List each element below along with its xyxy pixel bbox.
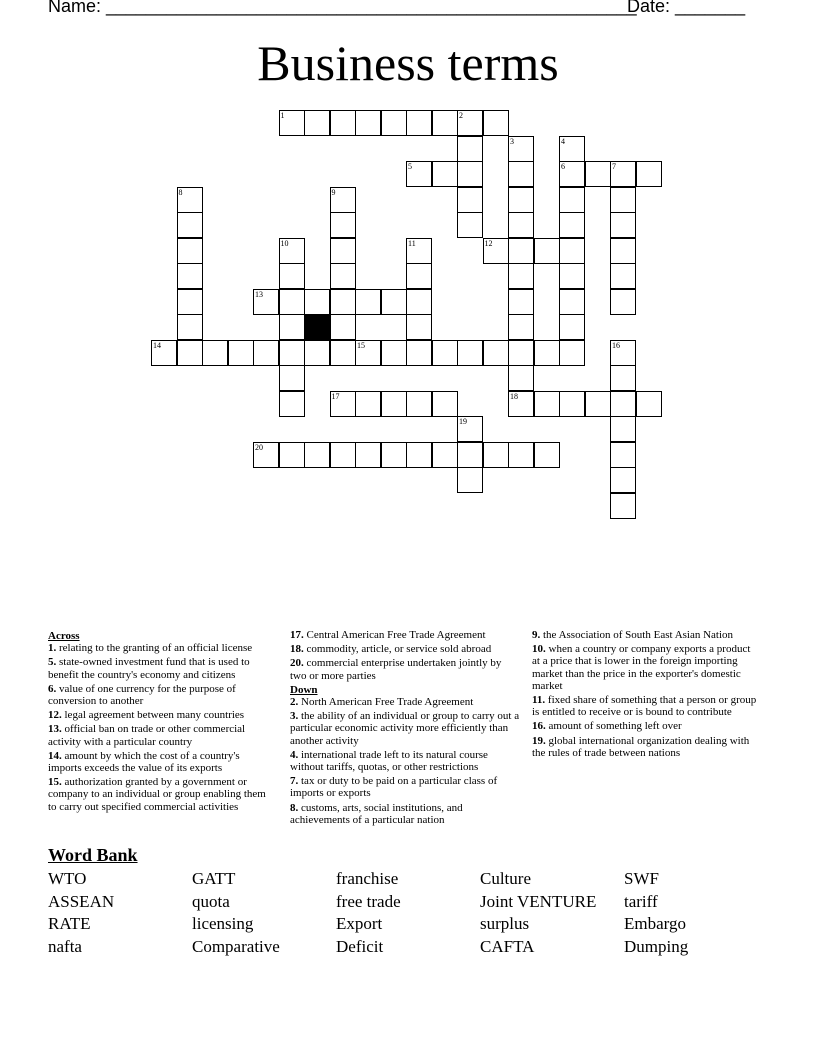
grid-cell[interactable]: [177, 187, 203, 213]
clue-number: 2: [459, 111, 463, 120]
clue-item: [290, 657, 520, 681]
grid-cell[interactable]: [432, 391, 458, 417]
grid-cell[interactable]: [508, 238, 534, 264]
grid-cell[interactable]: [381, 110, 407, 136]
grid-cell[interactable]: [457, 110, 483, 136]
grid-cell[interactable]: [610, 467, 636, 493]
clue-item-text: value of one currency for the purpose of conversion to another: [48, 682, 236, 708]
grid-cell[interactable]: [508, 187, 534, 213]
page-title: Business terms: [257, 35, 559, 91]
clue-item: [48, 723, 276, 747]
clue-item: [532, 643, 757, 692]
grid-cell[interactable]: [177, 314, 203, 340]
clue-item: [532, 629, 757, 641]
grid-cell[interactable]: [508, 136, 534, 162]
grid-cell[interactable]: [610, 289, 636, 315]
word-bank-item: WTO: [48, 869, 87, 888]
clue-number: 18: [510, 391, 518, 401]
clue-item-number: 15.: [48, 776, 62, 789]
grid-cell[interactable]: [355, 110, 381, 136]
grid-cell[interactable]: [279, 365, 305, 391]
grid-cell[interactable]: [406, 238, 432, 264]
clue-number: 6: [561, 162, 565, 171]
word-bank-item: franchise: [336, 869, 399, 888]
clue-number: 13: [255, 289, 263, 299]
grid-cell[interactable]: [610, 340, 636, 366]
clue-item-number: 10.: [532, 643, 546, 656]
clue-item-text: commodity, article, or service sold abroad: [303, 643, 492, 656]
grid-cell[interactable]: [279, 263, 305, 289]
clue-item-text: customs, arts, social institutions, and achievements of a particular nation: [290, 801, 463, 826]
grid-cell[interactable]: [457, 467, 483, 493]
grid-cell[interactable]: [228, 340, 254, 366]
clue-item: [290, 775, 520, 799]
grid-cell[interactable]: [508, 340, 534, 366]
grid-cell[interactable]: [381, 391, 407, 417]
grid-cell[interactable]: [559, 161, 585, 187]
clue-item: [290, 629, 520, 641]
clue-number: 19: [459, 417, 467, 426]
grid-cell[interactable]: [559, 391, 585, 417]
clue-number: 16: [612, 340, 620, 350]
grid-cell[interactable]: [559, 238, 585, 264]
word-bank-item: Comparative: [192, 937, 280, 957]
grid-cell[interactable]: [355, 340, 381, 366]
word-bank-item: CAFTA: [480, 937, 535, 957]
clue-item-number: 4.: [290, 748, 299, 761]
grid-cell[interactable]: [406, 314, 432, 340]
grid-cell[interactable]: [610, 416, 636, 442]
grid-cell[interactable]: [483, 442, 509, 468]
grid-cell[interactable]: [406, 442, 432, 468]
clue-item-text: commercial enterprise undertaken jointly by two or more parties: [290, 657, 502, 682]
clue-number: 15: [357, 340, 365, 350]
word-bank-item: GATT: [192, 869, 236, 888]
grid-cell[interactable]: [457, 416, 483, 442]
clue-item: [290, 696, 520, 708]
grid-cell[interactable]: [559, 340, 585, 366]
grid-cell[interactable]: [457, 212, 483, 238]
clue-number: 14: [153, 340, 161, 350]
grid-cell[interactable]: [636, 391, 662, 417]
clue-item-number: 1.: [48, 642, 57, 655]
clue-number: 9: [331, 187, 336, 197]
clue-number: 7: [612, 162, 616, 171]
grid-cell[interactable]: [279, 289, 305, 315]
clue-item: [48, 683, 276, 707]
grid-cell[interactable]: [330, 289, 356, 315]
clue-item-text: authorization granted by a government or company to an individual or group enabling them to carry out specified commercial activities: [48, 776, 266, 813]
grid-cell[interactable]: [508, 289, 534, 315]
grid-cell[interactable]: [534, 340, 560, 366]
clue-item: [290, 710, 520, 747]
date-field[interactable]: Date: _______: [627, 0, 746, 16]
grid-cell[interactable]: [610, 365, 636, 391]
word-bank-item: Deficit: [336, 937, 384, 957]
grid-cell[interactable]: [559, 187, 585, 213]
grid-cell[interactable]: [330, 314, 356, 340]
clue-item-number: 8.: [290, 801, 299, 814]
word-bank-item: nafta: [48, 937, 82, 957]
word-bank-item: quota: [192, 891, 230, 911]
grid-cell[interactable]: [508, 263, 534, 289]
grid-cell[interactable]: [610, 161, 636, 187]
clue-item: [48, 709, 276, 721]
grid-cell[interactable]: [483, 340, 509, 366]
clue-item-text: global international organization dealing with the rules of trade between nations: [532, 734, 750, 759]
clue-item: [48, 776, 276, 813]
across-heading: Across: [48, 630, 80, 642]
clue-item: [48, 656, 276, 680]
grid-cell[interactable]: [330, 391, 356, 417]
grid-cell[interactable]: [457, 187, 483, 213]
clue-item: [48, 642, 276, 654]
word-bank-item: Embargo: [624, 914, 687, 934]
grid-cell[interactable]: [355, 391, 381, 417]
clue-number: 1: [280, 111, 285, 120]
clue-item-number: 5.: [48, 656, 57, 669]
clue-item-number: 13.: [48, 723, 62, 736]
grid-cell[interactable]: [610, 238, 636, 264]
clue-number: 20: [255, 442, 263, 452]
grid-cell[interactable]: [534, 238, 560, 264]
grid-cell[interactable]: [279, 391, 305, 417]
grid-cell[interactable]: [330, 340, 356, 366]
grid-cell[interactable]: [355, 442, 381, 468]
grid-cell[interactable]: [330, 110, 356, 136]
grid-cell[interactable]: [279, 340, 305, 366]
name-field[interactable]: Name: _____________________________________________________: [48, 0, 637, 16]
grid-cell[interactable]: [304, 442, 330, 468]
grid-cell[interactable]: [457, 442, 483, 468]
grid-cell[interactable]: [330, 212, 356, 238]
grid-cell[interactable]: [559, 136, 585, 162]
grid-cell[interactable]: [508, 442, 534, 468]
clue-item-number: 16.: [532, 720, 546, 733]
grid-cell[interactable]: [432, 161, 458, 187]
clue-item-number: 17.: [290, 629, 304, 641]
clue-item-number: 6.: [48, 682, 57, 695]
grid-cell[interactable]: [279, 238, 305, 264]
grid-cell[interactable]: [610, 493, 636, 519]
clue-item: [48, 750, 276, 774]
word-bank-item: surplus: [480, 914, 530, 934]
grid-cell[interactable]: [534, 391, 560, 417]
word-bank-item: Export: [336, 914, 383, 934]
grid-cell[interactable]: [534, 442, 560, 468]
clue-item: [532, 694, 757, 718]
word-bank-item: RATE: [48, 914, 91, 934]
clue-item-text: the ability of an individual or group to carry out a particular economic activity more efficiently than another activity: [290, 710, 520, 747]
down-heading: Down: [290, 683, 318, 696]
grid-cell[interactable]: [304, 289, 330, 315]
clue-number: 11: [408, 238, 416, 248]
clue-item-number: 12.: [48, 709, 62, 722]
grid-cell[interactable]: [177, 340, 203, 366]
clue-item-number: 18.: [290, 643, 304, 656]
word-bank-item: licensing: [192, 914, 254, 934]
clues-column-3: [532, 629, 757, 761]
grid-cell[interactable]: [508, 314, 534, 340]
grid-cell[interactable]: [457, 136, 483, 162]
grid-cell[interactable]: [406, 110, 432, 136]
grid-cell[interactable]: [610, 187, 636, 213]
grid-cell[interactable]: [304, 340, 330, 366]
grid-cell[interactable]: [610, 442, 636, 468]
grid-cell[interactable]: [279, 110, 305, 136]
grid-cell[interactable]: [610, 212, 636, 238]
grid-cell[interactable]: [559, 289, 585, 315]
clue-item-number: 9.: [532, 629, 541, 641]
clue-number: 12: [484, 238, 493, 248]
grid-cell[interactable]: [202, 340, 228, 366]
grid-cell[interactable]: [508, 161, 534, 187]
grid-cell[interactable]: [177, 263, 203, 289]
word-bank-title: Word Bank: [48, 845, 138, 865]
grid-cell[interactable]: [483, 238, 509, 264]
clues-column-1: [48, 629, 276, 815]
grid-cell[interactable]: [508, 212, 534, 238]
clue-item-text: official ban on trade or other commercial activity with a particular country: [48, 723, 246, 748]
clue-item-text: the Association of South East Asian Nation: [540, 629, 734, 641]
grid-cell[interactable]: [585, 391, 611, 417]
grid-cell[interactable]: [177, 289, 203, 315]
grid-cell[interactable]: [508, 365, 534, 391]
clue-item-text: when a country or company exports a product at a price that is lower in the foreign importing market than the price in the exporter's domestic market: [532, 643, 751, 692]
grid-cell[interactable]: [253, 442, 279, 468]
clue-item: [290, 749, 520, 773]
grid-cell[interactable]: [610, 391, 636, 417]
grid-cell[interactable]: [559, 314, 585, 340]
grid-cell[interactable]: [381, 289, 407, 315]
clue-item: [532, 720, 757, 732]
grid-cell[interactable]: [406, 263, 432, 289]
clue-item-text: Central American Free Trade Agreement: [303, 629, 486, 641]
grid-cell[interactable]: [457, 340, 483, 366]
grid-cell[interactable]: [432, 442, 458, 468]
grid-cell[interactable]: [381, 340, 407, 366]
grid-cell[interactable]: [279, 314, 305, 340]
clue-item-number: 3.: [290, 710, 299, 723]
clue-item-text: North American Free Trade Agreement: [298, 696, 474, 709]
clue-item-number: 2.: [290, 696, 299, 709]
grid-cell[interactable]: [636, 161, 662, 187]
grid-cell[interactable]: [610, 263, 636, 289]
clue-item-number: 14.: [48, 749, 62, 762]
grid-cell[interactable]: [457, 161, 483, 187]
clue-item-text: state-owned investment fund that is used to benefit the country's economy and citizens: [48, 656, 250, 681]
clue-item: [532, 735, 757, 759]
clue-number: 3: [510, 136, 514, 146]
grid-cell[interactable]: [253, 340, 279, 366]
grid-cell[interactable]: [585, 161, 611, 187]
grid-cell[interactable]: [151, 340, 177, 366]
grid-cell[interactable]: [355, 289, 381, 315]
clue-item-text: international trade left to its natural course without tariffs, quotas, or other restrictions: [290, 748, 488, 774]
grid-cell[interactable]: [304, 110, 330, 136]
grid-cell[interactable]: [432, 110, 458, 136]
grid-cell[interactable]: [177, 212, 203, 238]
clues-column-2: [290, 629, 520, 828]
clue-item-number: 7.: [290, 775, 299, 788]
clue-item-text: amount by which the cost of a country's imports exceeds the value of its exports: [48, 749, 240, 775]
clue-item-text: relating to the granting of an official license: [56, 642, 253, 655]
grid-cell[interactable]: [330, 442, 356, 468]
clue-number: 10: [280, 238, 289, 248]
clue-number: 8: [178, 187, 183, 197]
grid-cell[interactable]: [330, 238, 356, 264]
word-bank-item: Culture: [480, 869, 531, 888]
grid-cell[interactable]: [508, 391, 534, 417]
clue-item-number: 11.: [532, 694, 546, 707]
grid-cell[interactable]: [432, 340, 458, 366]
grid-cell[interactable]: [559, 263, 585, 289]
clue-item-number: 20.: [290, 657, 304, 670]
grid-cell[interactable]: [406, 391, 432, 417]
grid-cell[interactable]: [406, 340, 432, 366]
clue-number: 4: [561, 136, 565, 146]
clue-item-text: legal agreement between many countries: [61, 709, 245, 722]
word-bank-item: Dumping: [624, 937, 689, 957]
clue-item-text: amount of something left over: [545, 720, 682, 733]
grid-cell[interactable]: [279, 442, 305, 468]
clue-item-text: fixed share of something that a person or group is entitled to receive or is bound to contribute: [532, 694, 757, 719]
clue-item-text: tax or duty to be paid on a particular class of imports or exports: [290, 775, 498, 800]
grid-cell[interactable]: [330, 187, 356, 213]
word-bank-item: ASSEAN: [48, 891, 115, 911]
grid-cell[interactable]: [559, 212, 585, 238]
grid-cell[interactable]: [381, 442, 407, 468]
black-cell: [304, 314, 330, 340]
grid-cell[interactable]: [406, 161, 432, 187]
word-bank-item: SWF: [624, 869, 659, 888]
clue-item: [290, 802, 520, 826]
word-bank-item: tariff: [624, 891, 658, 911]
clue-number: 17: [331, 391, 340, 401]
word-bank-item: Joint VENTURE: [480, 891, 597, 911]
grid-cell[interactable]: [253, 289, 279, 315]
clue-item: [290, 643, 520, 655]
clue-number: 5: [408, 162, 412, 171]
grid-cell[interactable]: [177, 238, 203, 264]
grid-cell[interactable]: [330, 263, 356, 289]
word-bank-item: free trade: [336, 891, 401, 911]
grid-cell[interactable]: [406, 289, 432, 315]
clue-item-number: 19.: [532, 734, 546, 747]
grid-cell[interactable]: [483, 110, 509, 136]
